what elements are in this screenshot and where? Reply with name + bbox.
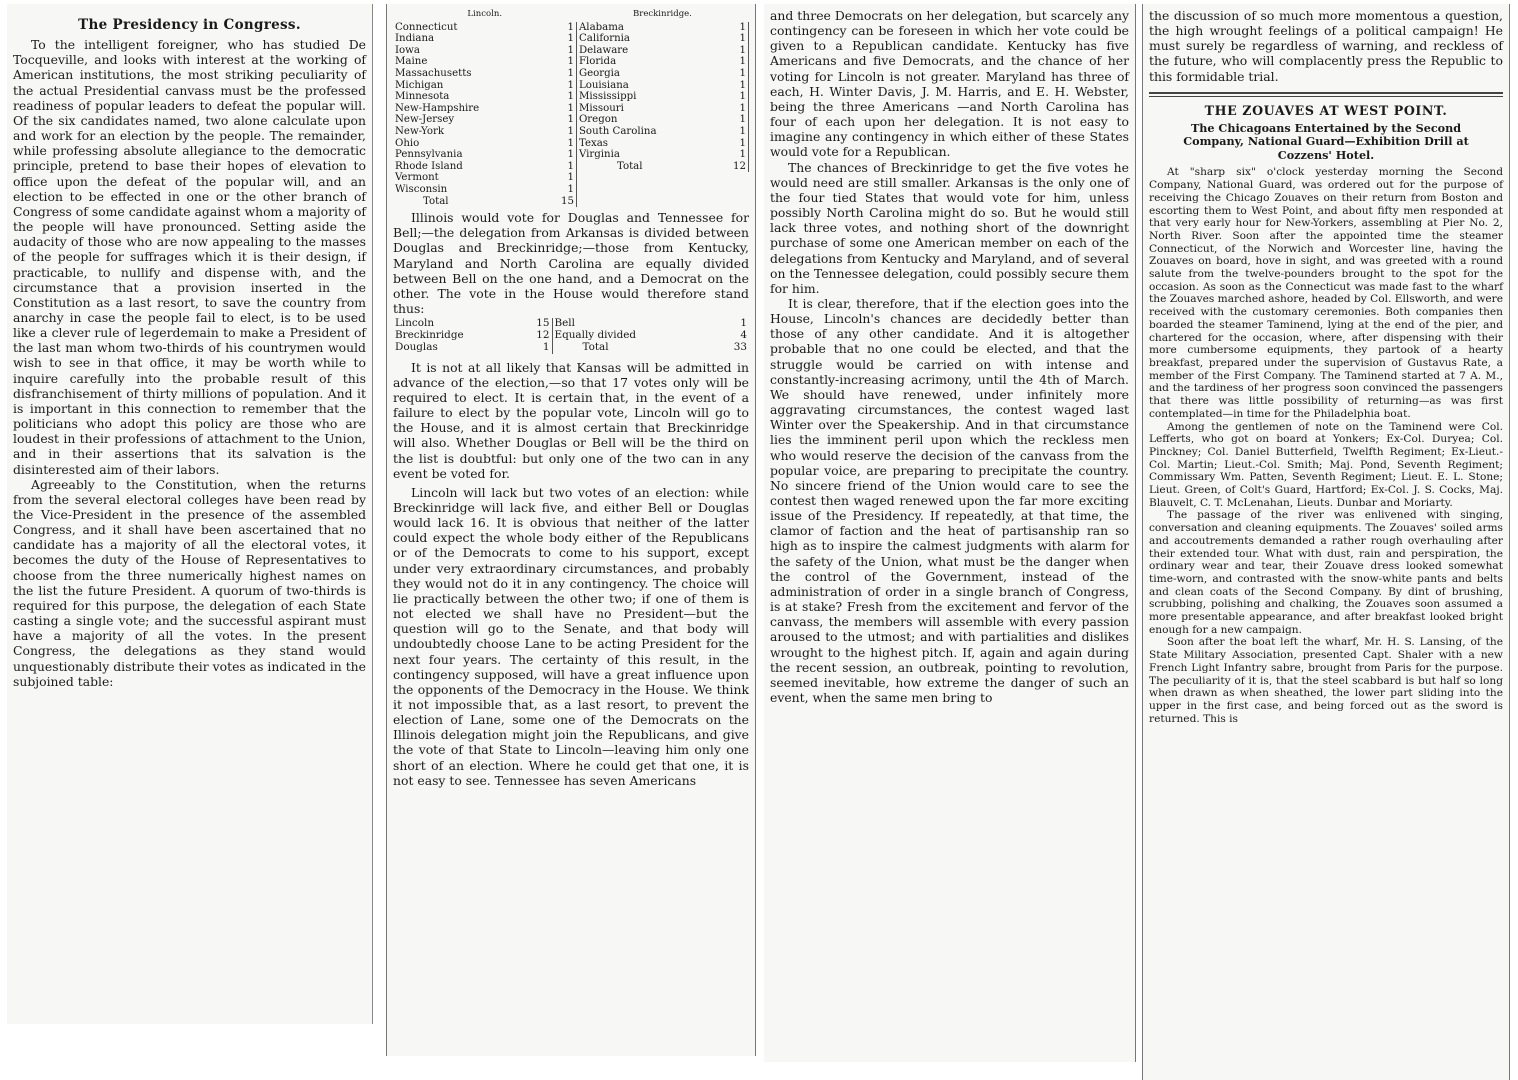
vote-count: 1	[558, 45, 577, 57]
table-row	[393, 330, 749, 342]
vote-count: 1	[730, 22, 749, 34]
vote-count: 1	[558, 126, 577, 138]
vote-count: 1	[730, 56, 749, 68]
vote-count: 1	[558, 103, 577, 115]
state-name: Pennsylvania	[395, 149, 463, 161]
total-label: Total	[616, 160, 643, 172]
vote-count: 1	[730, 80, 749, 92]
state-name: Wisconsin	[395, 183, 448, 195]
table-row	[393, 103, 749, 115]
table-row	[393, 161, 749, 173]
table-row	[393, 138, 749, 150]
vote-count: 1	[730, 126, 749, 138]
state-name: Vermont	[395, 172, 439, 184]
empty-cell	[730, 196, 749, 208]
state-name: Connecticut	[395, 21, 458, 33]
column-1	[7, 4, 373, 1024]
vote-count: 1	[740, 317, 747, 330]
paragraph: the discussion of so much more momentous a question, the high wrought feelings of a political campaign! He must surely be regardless of warning, and reckless of the future, who will complacently press the Republic to this formidable trial.	[1149, 8, 1503, 84]
paragraph: To the intelligent foreigner, who has studied De Tocqueville, and looks with interest at the working of American institutions, the most striking peculiarity of the actual Presidential canvass must be the professed readiness of popular leaders to defeat the popular will. Of the six candidates named, two alone calculate upon and work for an election by the people. The remainder, while professing absolute allegiance to the democratic principle, pretend to base their hopes of elevation to office upon the defeat of the popular will, and an election to be effected in one or the other branch of Congress of some candidate against whom a majority of the people will have pronounced. Setting aside the audacity of those who are now appealing to the masses of the people for suffrages which it is their design, if practicable, to nullify and dispense with, and the circumstance that a provision inserted in the Constitution as a last resort, to save the country from anarchy in case the people fail to elect, is to be used like a clever rule of legerdemain to make a President of the last man whom two-thirds of his countrymen would wish to see in that office, it may be worth while to inquire carefully into the probable result of this disfranchisement of thirty millions of population. And it is important in this connection to remember that the politicians who adopt this policy are those who are loudest in their professions of attachment to the Union, and in their assertions that its salvation is the disinterested aim of their labors.	[13, 37, 366, 477]
column-4	[1142, 4, 1510, 1080]
table-row	[393, 196, 749, 208]
paragraph: The passage of the river was enlivened with singing, conversation and cleaning equipments. The Zouaves' soiled arms and accoutrements demanded a rather rough overhauling after their extended tour. What with dust, rain and perspiration, the ordinary wear and tear, their Zouave dress looked somewhat time-worn, and contrasted with the snow-white pants and belts and clean coats of the Second Company. By dint of brushing, scrubbing, polishing and chalking, the Zouaves soon assumed a more presentable appearance, and after breakfast looked bright enough for a new campaign.	[1149, 509, 1503, 636]
candidate-name: Douglas	[395, 340, 438, 353]
state-name: Oregon	[578, 114, 618, 126]
vote-count: 1	[558, 172, 577, 184]
vote-count: 33	[733, 340, 747, 353]
vote-count: 1	[558, 80, 577, 92]
vote-count: 1	[558, 56, 577, 68]
article-headline: The Presidency in Congress.	[78, 17, 301, 33]
vote-count: 1	[558, 22, 577, 34]
table-row	[393, 126, 749, 138]
table-row	[393, 114, 749, 126]
table-row	[393, 342, 749, 354]
total-label: Total	[423, 195, 449, 207]
article-headline: THE ZOUAVES AT WEST POINT.	[1204, 102, 1448, 118]
vote-count: 1	[730, 114, 749, 126]
paragraph: Agreeably to the Constitution, when the returns from the several electoral colleges have been read by the Vice-President in the presence of the assembled Congress, and it shall have been ascertained that no candidate has a majority of all the electoral votes, it becomes the duty of the House of Representatives to choose from the three numerically highest names on the list the future President. A quorum of two-thirds is required for this purpose, the delegation of each State casting a single vote; and the successful aspirant must have a majority of all the votes. In the present Congress, the delegations as they stand would unquestionably distribute their votes as indicated in the subjoined table:	[13, 476, 366, 689]
vote-count: 4	[740, 328, 747, 341]
state-name: Delaware	[578, 44, 629, 56]
state-vote-table	[393, 8, 749, 207]
empty-cell	[730, 184, 749, 196]
state-name: Missouri	[578, 102, 624, 114]
paragraph: Illinois would vote for Douglas and Tennessee for Bell;—the delegation from Arkansas is divided between Douglas and Breckinridge;—those from Kentucky, Maryland and North Carolina are equally divided between Bell on the one hand, and a Democrat on the other. The vote in the House would therefore stand thus:	[393, 210, 749, 317]
table-row	[393, 172, 749, 184]
total-value: 15	[558, 196, 577, 208]
column-2	[386, 4, 756, 1056]
state-name: Louisiana	[578, 79, 629, 91]
paragraph: The chances of Breckinridge to get the five votes he would need are still smaller. Arkansas is the only one of the four tied States that would vote for him, unless possibly North Carolina might do so. But he would still lack three votes, and nothing short of the downright purchase of some one American member on each of the delegations from Kentucky and Maryland, and of several on the Tennessee delegation, could possibly secure them for him.	[770, 159, 1129, 296]
state-name: New-York	[395, 125, 445, 137]
state-name: New-Hampshire	[395, 102, 480, 114]
vote-count: 1	[730, 91, 749, 103]
empty-cell	[576, 172, 730, 184]
vote-count: 1	[730, 33, 749, 45]
table-row	[393, 33, 749, 45]
vote-count: 15	[532, 318, 553, 330]
vote-count: 1	[558, 91, 577, 103]
vote-count: 1	[558, 33, 577, 45]
paragraph: It is clear, therefore, that if the election goes into the House, Lincoln's chances are decidedly better than those of any other candidate. And it is altogether probable that no one could be elected, and that the struggle would be carried on with intense and constantly-increasing acrimony, until the 4th of March. We should have renewed, under infinitely more aggravating circumstances, the contest waged last Winter over the Speakership. And in that circumstance lies the imminent peril upon which the reckless men who would reserve the decision of the canvass from the popular voice, are preparing to precipitate the country. No sincere friend of the Union would care to see the contest then waged renewed upon the far more exciting issue of the Presidency. If repeatedly, at that time, the clamor of faction and the heat of partisanship ran so high as to inspire the calmest judgments with alarm for the safety of the Union, what must be the danger when the control of the Government, instead of the administration of order in a single branch of Congress, is at stake? Fresh from the excitement and fervor of the canvass, the members will assemble with every passion aroused to the utmost; and with partialities and dislikes wrought to the highest pitch. If, again and again during the recent session, an outbreak, pointing to revolution, seemed inevitable, how extreme the danger of such an event, when the same men bring to	[770, 295, 1129, 706]
state-name: Maine	[395, 56, 428, 68]
vote-count: 1	[558, 114, 577, 126]
vote-count: 1	[558, 184, 577, 196]
paragraph: It is not at all likely that Kansas will be admitted in advance of the election,—so that 17 votes only will be required to elect. It is certain that, in the event of a failure to elect by the popular vote, Lincoln will go to the House, and it is almost certain that Breckinridge will also. Whether Douglas or Bell will be the third on the list is doubtful: but only one of the two can in any event be voted for.	[393, 359, 749, 481]
vote-count: 1	[730, 103, 749, 115]
state-name: Iowa	[395, 44, 420, 56]
state-name: Texas	[578, 137, 609, 149]
table-row	[393, 45, 749, 57]
total-value: 12	[730, 161, 749, 173]
state-name: Michigan	[395, 79, 444, 91]
candidate-name: Lincoln	[395, 317, 435, 330]
column-3	[764, 4, 1136, 1062]
table-row	[393, 91, 749, 103]
table-header-breckinridge: Breckinridge.	[633, 9, 692, 19]
state-name: Rhode Island	[395, 160, 463, 172]
article-subhead: The Chicagoans Entertained by the Second Company, National Guard—Exhibition Drill at Cozzens' Hotel.	[1183, 120, 1469, 162]
vote-count: 1	[558, 149, 577, 161]
paragraph: Soon after the boat left the wharf, Mr. H. S. Lansing, of the State Military Association, presented Capt. Shaler with a new French Light Infantry sabre, brought from Paris for the purpose. The peculiarity of it is, that the steel scabbard is but half so long when drawn as when sheathed, the lower part sliding into the upper in the first case, and being forced out as the sword is returned. This is	[1149, 636, 1503, 725]
candidate-name: Equally divided	[554, 328, 637, 341]
table-row	[393, 56, 749, 68]
state-name: New-Jersey	[395, 114, 455, 126]
table-header-lincoln: Lincoln.	[467, 9, 503, 19]
state-name: Virginia	[578, 149, 620, 161]
table-row	[393, 22, 749, 34]
state-name: Florida	[578, 56, 617, 68]
paragraph: Lincoln will lack but two votes of an election: while Breckinridge will lack five, and either Bell or Douglas would lack 16. It is obvious that neither of the latter could expect the whole body either of the Republicans or of the Democrats to come to his support, except under very extraordinary circumstances, and probably they would not do it in any contingency. The choice will lie practically between the other two; if one of them is not elected we shall have no President—but the question will go to the Senate, and that body will undoubtedly choose Lane to be acting President for the next four years. The certainty of this result, in the contingency supposed, will have a great influence upon the opponents of the Democracy in the House. We think it not impossible that, as a last resort, to prevent the election of Lane, some one of the Democrats on the Illinois delegation might join the Republicans, and give the vote of that State to Lincoln—leaving him only one short of an election. Where he could get that one, it is not easy to see. Tennessee has seven Americans	[393, 484, 749, 788]
vote-count: 1	[558, 138, 577, 150]
table-row	[393, 184, 749, 196]
table-row	[393, 149, 749, 161]
vote-count: 1	[730, 68, 749, 80]
state-name: Ohio	[395, 137, 420, 149]
state-name: Indiana	[395, 33, 435, 45]
summary-table	[393, 318, 749, 353]
paragraph: Among the gentlemen of note on the Taminend were Col. Lefferts, who got on board at Yonkers; Ex-Col. Duryea; Col. Pinckney; Col. Daniel Butterfield, Twelfth Regiment; Ex-Lieut.-Col. Martin; Lieut.-Col. Smith; Maj. Pond, Seventh Regiment; Commissary Wm. Patten, Seventh Regiment; Lieut. E. L. Stone; Lieut. Green, of Colt's Guard, Hartford; Ex-Col. J. S. Cocks, Maj. Blauvelt, C. T. McLenahan, Lieuts. Dunbar and Moriarty.	[1149, 420, 1503, 509]
vote-count: 1	[558, 161, 577, 173]
state-name: Massachusetts	[395, 67, 472, 79]
vote-count: 1	[558, 68, 577, 80]
table-row	[393, 80, 749, 92]
candidate-name: Bell	[554, 317, 575, 330]
state-name: California	[578, 33, 631, 45]
state-name: Georgia	[578, 67, 620, 79]
candidate-name: Total	[582, 340, 609, 353]
vote-count: 1	[730, 149, 749, 161]
paragraph: and three Democrats on her delegation, but scarcely any contingency can be foreseen in which her vote could be given to a Republican candidate. Kentucky has five Americans and five Democrats, and the chance of her voting for Lincoln is not greater. Maryland has three of each, H. Winter Davis, J. M. Harris, and E. H. Webster, being the three Americans —and North Carolina has four of each upon her delegation. It is not easy to imagine any contingency in which either of these States would vote for a Republican.	[770, 8, 1129, 160]
empty-cell	[730, 172, 749, 184]
state-name: Minnesota	[395, 91, 450, 103]
state-name: South Carolina	[578, 125, 657, 137]
empty-cell	[576, 184, 730, 196]
vote-count: 12	[532, 330, 553, 342]
candidate-name: Breckinridge	[395, 328, 464, 341]
state-name: Alabama	[578, 21, 624, 33]
vote-count: 1	[730, 138, 749, 150]
paragraph: At "sharp six" o'clock yesterday morning the Second Company, National Guard, was ordered out for the purpose of receiving the Chicago Zouaves on their return from Boston and escorting them to West Point, and about fifty men responded at that very early hour for New-Yorkers, assembling at Pier No. 2, North River. Soon after the appointed time the steamer Connecticut, of the Norwich and Worcester line, having the Zouaves on board, hove in sight, and was greeted with a round salute from the twelve-pounders brought to the spot for the occasion. As soon as the Connecticut was made fast to the wharf the Zouaves marched ashore, headed by Col. Ellsworth, and were received with the customary ceremonies. Both companies then boarded the steamer Taminend, lying at the end of the pier, and chartered for the occasion, where, after dispensing with their more cumbersome equipments, they partook of a hearty breakfast, prepared under the supervision of Gustavus Rate, a member of the First Company. The Taminend started at 7 A. M., and the tardiness of her progress soon convinced the passengers that there was little possibility of returning—as was first contemplated—in time for the Philadelphia boat.	[1149, 166, 1503, 420]
divider	[1149, 92, 1503, 97]
vote-count: 1	[532, 342, 553, 354]
table-row	[393, 68, 749, 80]
empty-cell	[576, 196, 730, 208]
vote-count: 1	[730, 45, 749, 57]
state-name: Mississippi	[578, 91, 637, 103]
